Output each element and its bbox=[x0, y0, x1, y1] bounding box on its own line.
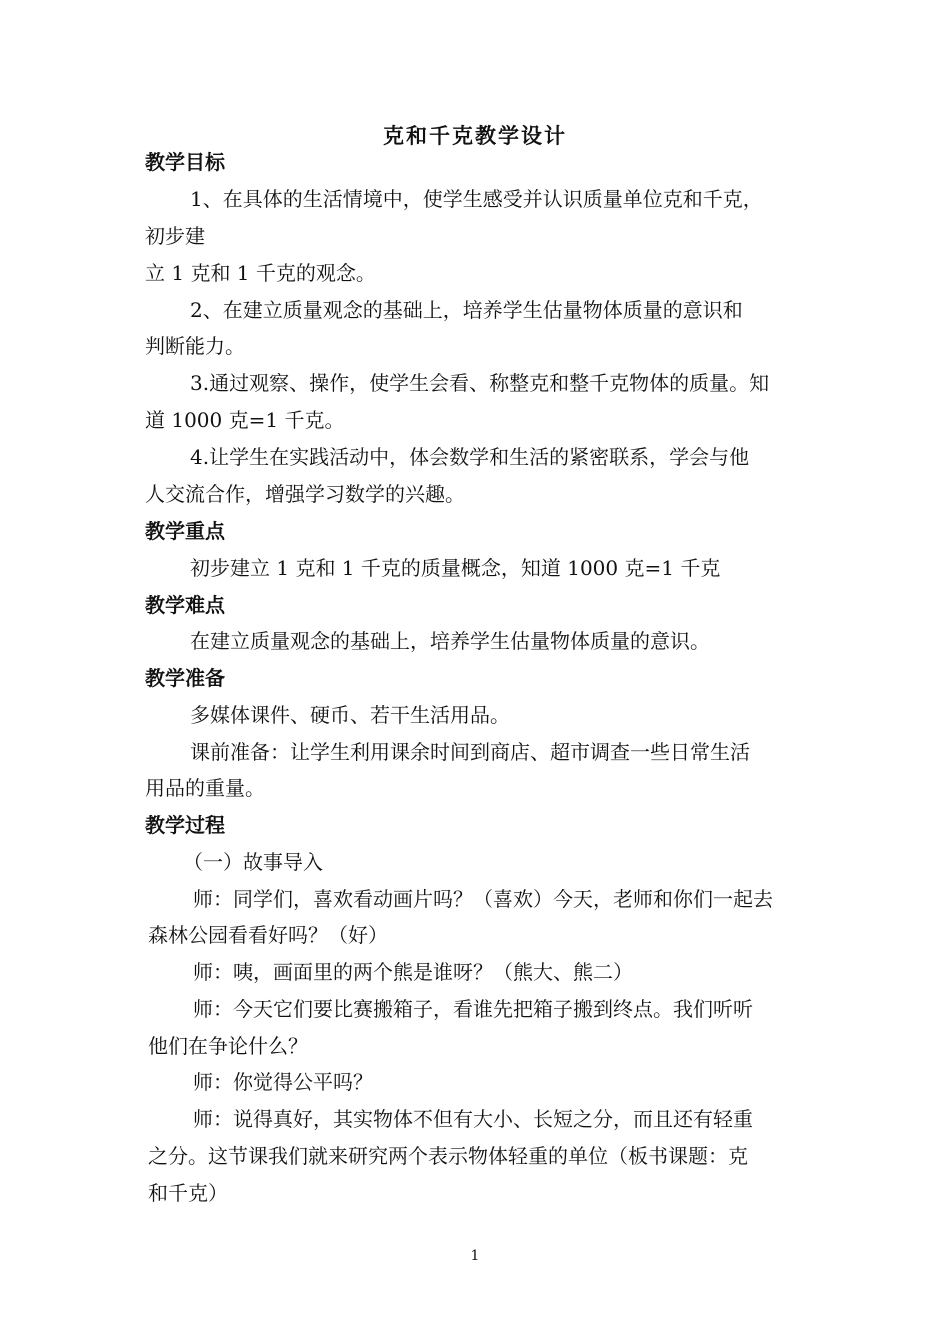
heading-process: 教学过程 bbox=[145, 813, 225, 837]
document-title: 克和千克教学设计 bbox=[383, 124, 567, 148]
objective-3-line-2: 道 1000 克=1 千克。 bbox=[145, 408, 345, 432]
heading-objectives: 教学目标 bbox=[145, 150, 225, 174]
dialogue-5-line-3: 和千克） bbox=[148, 1181, 228, 1205]
dialogue-5-line-2: 之分。这节课我们就来研究两个表示物体轻重的单位（板书课题：克 bbox=[148, 1144, 748, 1168]
objective-1-line-1: 1、在具体的生活情境中，使学生感受并认识质量单位克和千克， bbox=[190, 187, 763, 211]
objective-4-line-2: 人交流合作，增强学习数学的兴趣。 bbox=[145, 482, 465, 506]
objective-1-line-2: 初步建 bbox=[145, 224, 205, 248]
dialogue-1-line-1: 师：同学们，喜欢看动画片吗？（喜欢）今天，老师和你们一起去 bbox=[193, 887, 773, 911]
key-point-text: 初步建立 1 克和 1 千克的质量概念，知道 1000 克=1 千克 bbox=[190, 556, 721, 580]
dialogue-5-line-1: 师：说得真好，其实物体不但有大小、长短之分，而且还有轻重 bbox=[193, 1107, 753, 1131]
preparation-line-2: 课前准备：让学生利用课余时间到商店、超市调查一些日常生活 bbox=[190, 740, 750, 764]
objective-2-line-2: 判断能力。 bbox=[145, 334, 245, 358]
dialogue-3-line-2: 他们在争论什么？ bbox=[148, 1034, 308, 1058]
heading-key-point: 教学重点 bbox=[145, 519, 225, 543]
preparation-line-3: 用品的重量。 bbox=[145, 776, 265, 800]
process-subheading: （一）故事导入 bbox=[183, 850, 323, 874]
page-number: 1 bbox=[470, 1248, 480, 1264]
objective-4-line-1: 4.让学生在实践活动中，体会数学和生活的紧密联系，学会与他 bbox=[190, 445, 750, 469]
objective-3-line-1: 3.通过观察、操作，使学生会看、称整克和整千克物体的质量。知 bbox=[190, 371, 770, 395]
difficulty-text: 在建立质量观念的基础上，培养学生估量物体质量的意识。 bbox=[190, 629, 710, 653]
preparation-line-1: 多媒体课件、硬币、若干生活用品。 bbox=[190, 703, 510, 727]
objective-2-line-1: 2、在建立质量观念的基础上，培养学生估量物体质量的意识和 bbox=[190, 298, 743, 322]
heading-difficulty: 教学难点 bbox=[145, 593, 225, 617]
dialogue-1-line-2: 森林公园看看好吗？（好） bbox=[148, 923, 388, 947]
objective-1-line-3: 立 1 克和 1 千克的观念。 bbox=[145, 261, 376, 285]
dialogue-4: 师：你觉得公平吗？ bbox=[193, 1070, 373, 1094]
dialogue-2: 师：咦，画面里的两个熊是谁呀？（熊大、熊二） bbox=[193, 960, 633, 984]
dialogue-3-line-1: 师：今天它们要比赛搬箱子，看谁先把箱子搬到终点。我们听听 bbox=[193, 997, 753, 1021]
heading-preparation: 教学准备 bbox=[145, 666, 225, 690]
